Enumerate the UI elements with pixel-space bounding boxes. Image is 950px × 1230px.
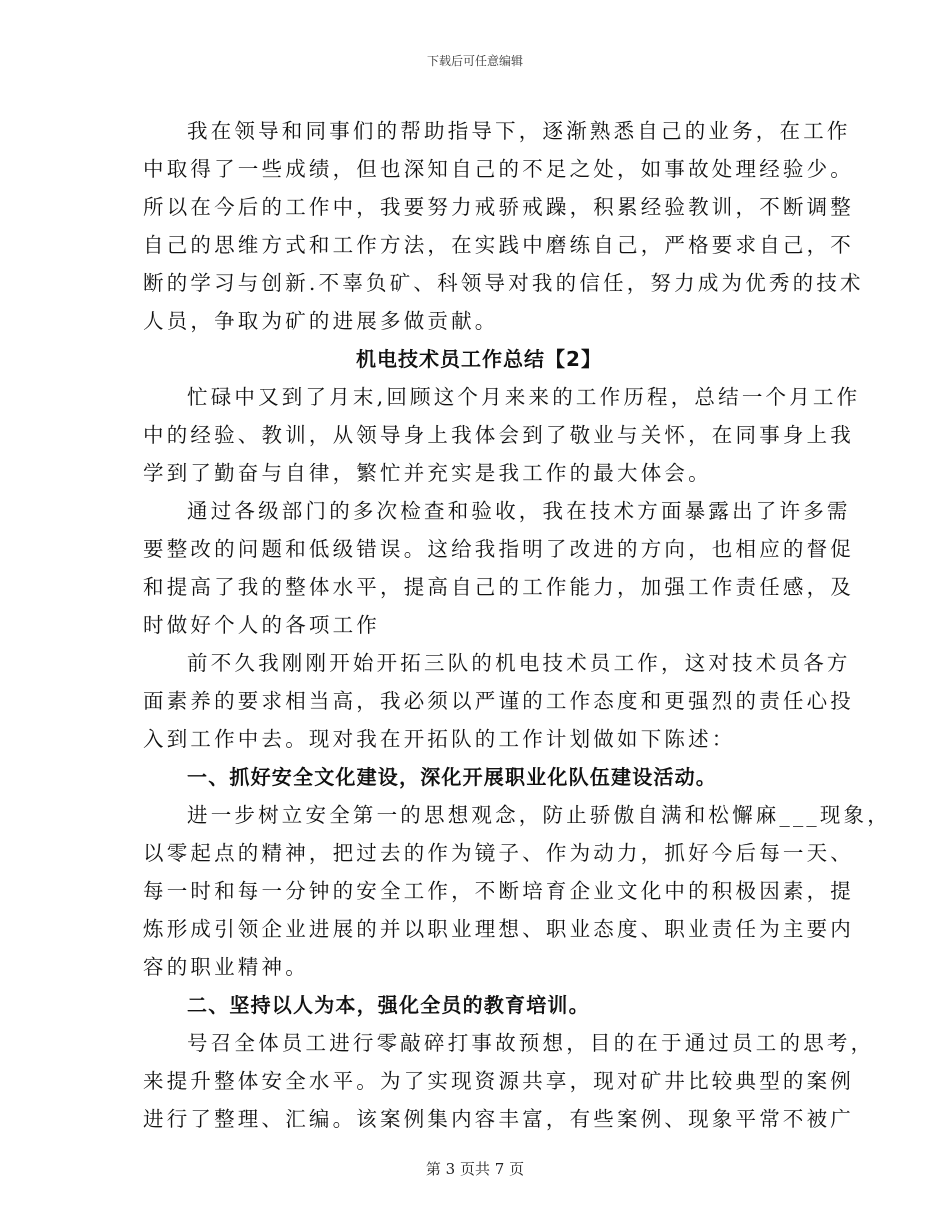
document-body xyxy=(143,112,891,1138)
paragraph-line: 容的职业精神。 xyxy=(143,955,309,979)
paragraph-line: 前不久我刚刚开始开拓三队的机电技术员工作，这对技术员各方 xyxy=(187,651,851,675)
paragraph-line: 进行了整理、汇编。该案例集内容丰富，有些案例、现象平常不被广 xyxy=(143,1107,854,1131)
paragraph-line: 中的经验、教训，从领导身上我体会到了敬业与关怀，在同事身上我 xyxy=(143,423,854,447)
paragraph-line: 通过各级部门的多次检查和验收，我在技术方面暴露出了许多需 xyxy=(187,499,851,523)
paragraph-line: 忙碌中又到了月末,回顾这个月来来的工作历程，总结一个月工作 xyxy=(187,385,861,409)
paragraph-line: 来提升整体安全水平。为了实现资源共享，现对矿井比较典型的案例 xyxy=(143,1069,854,1093)
subheading: 一、抓好安全文化建设，深化开展职业化队伍建设活动。 xyxy=(187,765,717,789)
subheading: 二、坚持以人为本，强化全员的教育培训。 xyxy=(187,993,590,1017)
paragraph-line: 所以在今后的工作中，我要努力戒骄戒躁，积累经验教训，不断调整 xyxy=(143,195,854,219)
paragraph-line: 自己的思维方式和工作方法，在实践中磨练自己，严格要求自己，不 xyxy=(143,233,854,257)
paragraph-line: 我在领导和同事们的帮助指导下，逐渐熟悉自己的业务，在工作 xyxy=(187,119,851,143)
paragraph-line: 中取得了一些成绩，但也深知自己的不足之处，如事故处理经验少。 xyxy=(143,157,854,181)
paragraph-line: 学到了勤奋与自律，繁忙并充实是我工作的最大体会。 xyxy=(143,461,712,485)
page-footer: 第 3 页共 7 页 xyxy=(425,1160,525,1178)
paragraph-line: 和提高了我的整体水平，提高自己的工作能力，加强工作责任感，及 xyxy=(143,575,854,599)
paragraph-line: 以零起点的精神，把过去的作为镜子、作为动力，抓好今后每一天、 xyxy=(143,841,854,865)
section-title: 机电技术员工作总结【2】 xyxy=(356,347,602,371)
paragraph-line: 进一步树立安全第一的思想观念，防止骄傲自满和松懈麻___现象， xyxy=(187,803,891,827)
paragraph-line: 每一时和每一分钟的安全工作，不断培育企业文化中的积极因素，提 xyxy=(143,879,854,903)
paragraph-line: 时做好个人的各项工作 xyxy=(143,613,380,637)
paragraph-line: 要整改的问题和低级错误。这给我指明了改进的方向，也相应的督促 xyxy=(143,537,854,561)
paragraph-line: 入到工作中去。现对我在开拓队的工作计划做如下陈述： xyxy=(143,727,736,751)
page-header: 下载后可任意编辑 xyxy=(426,54,523,68)
paragraph-line: 面素养的要求相当高，我必须以严谨的工作态度和更强烈的责任心投 xyxy=(143,689,854,713)
paragraph-line: 号召全体员工进行零敲碎打事故预想，目的在于通过员工的思考， xyxy=(187,1031,875,1055)
paragraph-line: 断的学习与创新.不辜负矿、科领导对我的信任，努力成为优秀的技术 xyxy=(143,271,864,295)
paragraph-line: 炼形成引领企业进展的并以职业理想、职业态度、职业责任为主要内 xyxy=(143,917,854,941)
paragraph-line: 人员，争取为矿的进展多做贡献。 xyxy=(143,309,499,333)
